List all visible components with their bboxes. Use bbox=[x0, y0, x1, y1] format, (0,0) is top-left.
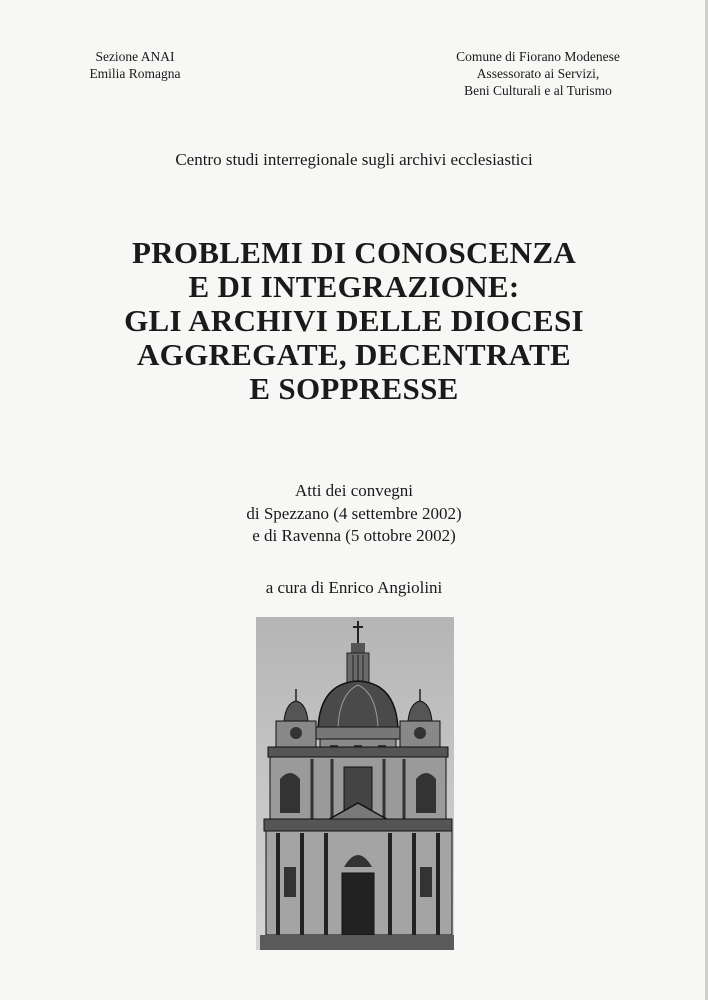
book-title bbox=[0, 236, 708, 406]
title-line-3: GLI ARCHIVI DELLE DIOCESI bbox=[124, 303, 584, 338]
proceedings-line1: Atti dei convegni bbox=[294, 481, 414, 500]
publisher-right bbox=[428, 48, 648, 99]
publisher-right-line3: Beni Culturali e al Turismo bbox=[464, 83, 612, 98]
proceedings-line2: di Spezzano (4 settembre 2002) bbox=[246, 503, 462, 523]
church-icon bbox=[256, 617, 454, 950]
publisher-right-line2: Assessorato ai Servizi, bbox=[476, 66, 600, 81]
title-line-1: PROBLEMI DI CONOSCENZA bbox=[131, 235, 577, 270]
church-facade-illustration bbox=[256, 617, 454, 950]
editor-credit: a cura di Enrico Angiolini bbox=[265, 578, 443, 597]
study-center: Centro studi interregionale sugli archivi ecclesiastici bbox=[175, 150, 533, 169]
publisher-left bbox=[60, 48, 210, 82]
title-line-5: E SOPPRESSE bbox=[249, 371, 459, 406]
proceedings-line3: e di Ravenna (5 ottobre 2002) bbox=[252, 526, 456, 545]
title-line-4: AGGREGATE, DECENTRATE bbox=[136, 337, 572, 372]
publisher-right-line1: Comune di Fiorano Modenese bbox=[456, 49, 620, 64]
publisher-left-line1: Sezione ANAI bbox=[95, 49, 175, 64]
proceedings-info bbox=[0, 480, 708, 548]
publisher-left-line2: Emilia Romagna bbox=[89, 66, 181, 81]
title-line-2: E DI INTEGRAZIONE: bbox=[188, 269, 520, 304]
